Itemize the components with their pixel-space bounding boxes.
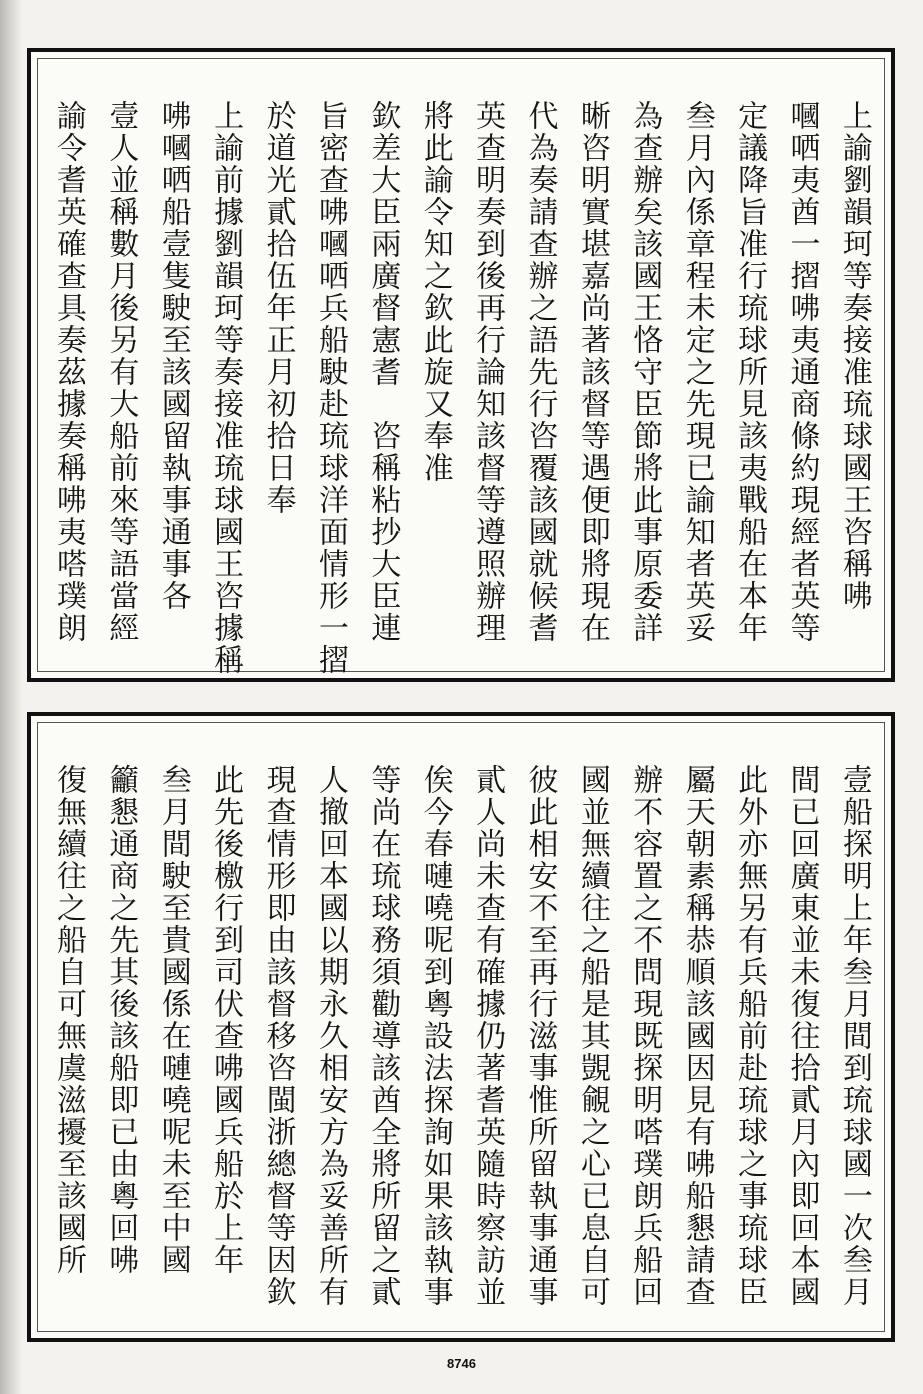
text-column: 彼此相安不至再行滋事惟所留執事通事 bbox=[522, 764, 558, 1308]
text-column: 諭令耆英確查具奏茲據奏稱咈夷嗒璞朗 bbox=[51, 100, 86, 644]
text-column: 等尚在琉球務須勸導該酋全將所留之貳 bbox=[365, 764, 401, 1308]
text-column: 籲懇通商之先其後該船即已由粵回咈 bbox=[103, 764, 139, 1276]
text-column: 此外亦無另有兵船前赴琉球之事琉球臣 bbox=[732, 764, 768, 1308]
text-column: 上諭前據劉韻珂等奏接准琉球國王咨據稱 bbox=[208, 100, 244, 676]
text-column: 欽差大臣兩廣督憲耆 咨稱粘抄大臣連 bbox=[365, 100, 401, 644]
text-column: 壹船探明上年叁月間到琉球國一次叁月 bbox=[836, 764, 872, 1308]
text-column: 於道光貳拾伍年正月初拾日奉 bbox=[260, 100, 296, 516]
text-column: 國並無續往之船是其覬覦之心已息自可 bbox=[574, 764, 610, 1308]
text-column: 俟今春嗹嘵呢到粵設法探詢如果該執事 bbox=[417, 764, 453, 1308]
text-column: 人撤回本國以期永久相安方為妥善所有 bbox=[312, 764, 348, 1308]
text-column: 定議降旨准行琉球所見該夷戰船在本年 bbox=[732, 100, 768, 644]
text-column: 代為奏請查辦之語先行咨覆該國就候耆 bbox=[522, 100, 558, 644]
top-text-columns bbox=[51, 100, 872, 676]
text-column: 此先後檄行到司伏查咈國兵船於上年 bbox=[208, 764, 244, 1276]
bottom-document-panel bbox=[27, 712, 895, 1342]
text-column: 辦不容置之不問現既探明嗒璞朗兵船回 bbox=[627, 764, 663, 1308]
text-column: 將此諭令知之欽此旋又奉准 bbox=[417, 100, 453, 484]
text-column: 間已回廣東並未復往拾貳月內即回本國 bbox=[784, 764, 820, 1308]
text-column: 晰咨明實堪嘉尚著該督等遇便即將現在 bbox=[574, 100, 610, 644]
text-column: 上諭劉韻珂等奏接准琉球國王咨稱咈 bbox=[836, 100, 872, 612]
book-spine-shadow bbox=[0, 0, 22, 1394]
text-column: 壹人並稱數月後另有大船前來等語當經 bbox=[103, 100, 139, 644]
bottom-text-columns bbox=[51, 764, 872, 1318]
top-document-panel bbox=[27, 48, 895, 682]
text-column: 嘓哂夷酋一摺咈夷通商條約現經者英等 bbox=[784, 100, 820, 644]
text-column: 叁月內係章程未定之先現已諭知者英妥 bbox=[679, 100, 715, 644]
page-number: 8746 bbox=[447, 1356, 476, 1371]
text-column: 貳人尚未查有確據仍著耆英隨時察訪並 bbox=[470, 764, 506, 1308]
text-column: 叁月間駛至貴國係在嗹嘵呢未至中國 bbox=[155, 764, 191, 1276]
text-column: 現查情形即由該督移咨閩浙總督等因欽 bbox=[260, 764, 296, 1308]
text-column: 為查辦矣該國王恪守臣節將此事原委詳 bbox=[627, 100, 663, 644]
text-column: 復無續往之船自可無虞滋擾至該國所 bbox=[51, 764, 86, 1276]
text-column: 英查明奏到後再行論知該督等遵照辦理 bbox=[470, 100, 506, 644]
text-column: 屬天朝素稱恭順該國因見有咈船懇請查 bbox=[679, 764, 715, 1308]
text-column: 旨密查咈嘓哂兵船駛赴琉球洋面情形一摺 bbox=[312, 100, 348, 676]
text-column: 咈嘓哂船壹隻駛至該國留執事通事各 bbox=[155, 100, 191, 612]
